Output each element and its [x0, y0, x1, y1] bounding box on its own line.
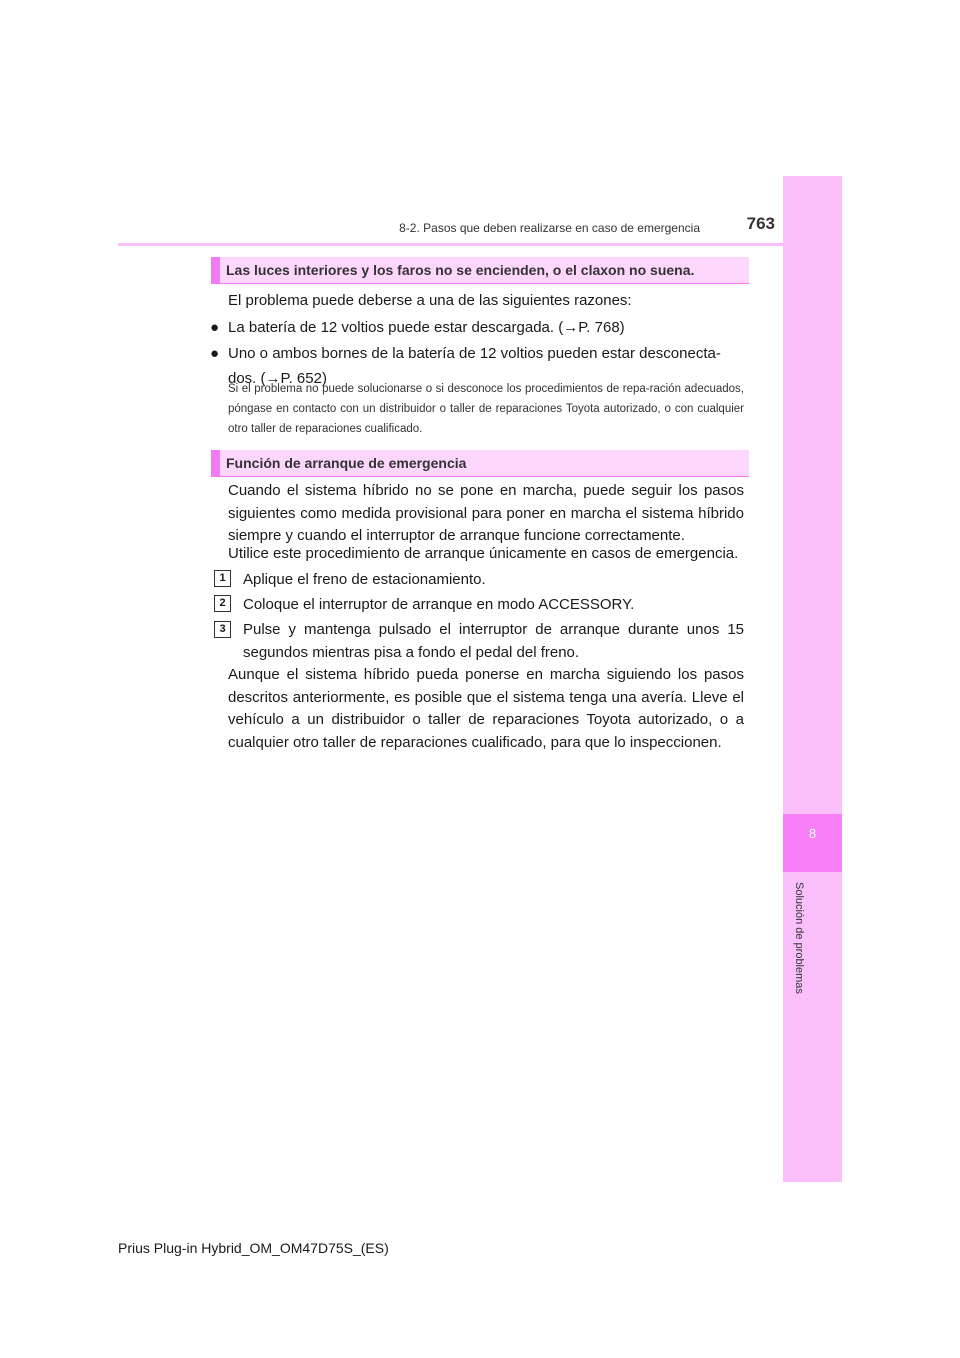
section2-intro: Cuando el sistema híbrido no se pone en marcha, puede seguir los pasos siguientes como medida provisional para poner en marcha el sistema híbrido siempre y cuando el interruptor de arranque funcione correctamente. [228, 482, 744, 544]
chapter-number: 8 [808, 826, 817, 841]
chapter-label: Solución de problemas [793, 882, 805, 994]
step-number-1: 1 [214, 570, 231, 587]
page-number: 763 [746, 214, 775, 233]
section2-intro2: Utilice este procedimiento de arranque únicamente en casos de emergencia. [228, 545, 739, 562]
bullet-icon: ● [210, 345, 220, 362]
footer-doc-id: Prius Plug-in Hybrid_OM_OM47D75S_(ES) [118, 1240, 389, 1256]
section-title-emergency-start: Función de arranque de emergencia [211, 450, 749, 476]
bullet-battery-discharged: La batería de 12 voltios puede estar descargada. (→P. 768) [228, 319, 625, 336]
bullet-terminals-line1: Uno o ambos bornes de la batería de 12 voltios pueden estar desconecta- [228, 345, 721, 362]
bullet-terminals-line2: dos. (→P. 652) [228, 370, 327, 387]
chapter-tab-active [783, 814, 842, 872]
header-rule [118, 243, 842, 246]
bullet-icon: ● [210, 319, 220, 336]
step-text-2: Coloque el interruptor de arranque en modo ACCESSORY. [243, 596, 635, 613]
section1-note: Si el problema no puede solucionarse o si desconoce los procedimientos de repa-ración adecuados, póngase en contacto con un distribuidor o taller de reparaciones Toyota autorizado, o con cualquier otro taller de reparaciones cualificado. [228, 383, 744, 435]
step-text-3: Pulse y mantenga pulsado el interruptor de arranque durante unos 15 segundos mientras pisa a fondo el pedal del freno. [243, 621, 744, 661]
side-tab [783, 176, 842, 1182]
header-section-title: 8-2. Pasos que deben realizarse en caso de emergencia [399, 221, 700, 235]
section1-intro: El problema puede deberse a una de las siguientes razones: [228, 292, 632, 309]
section2-closing: Aunque el sistema híbrido pueda ponerse en marcha siguiendo los pasos descritos anteriormente, es posible que el sistema tenga una avería. Lleve el vehículo a un distribuidor o taller de reparaciones Toyota autorizado, o a cualquier otro taller de reparaciones cualificado, para que lo inspeccionen. [228, 666, 744, 751]
step-number-3: 3 [214, 621, 231, 638]
step-number-2: 2 [214, 595, 231, 612]
section-title-lights: Las luces interiores y los faros no se encienden, o el claxon no suena. [211, 257, 749, 283]
step-text-1: Aplique el freno de estacionamiento. [243, 571, 486, 588]
